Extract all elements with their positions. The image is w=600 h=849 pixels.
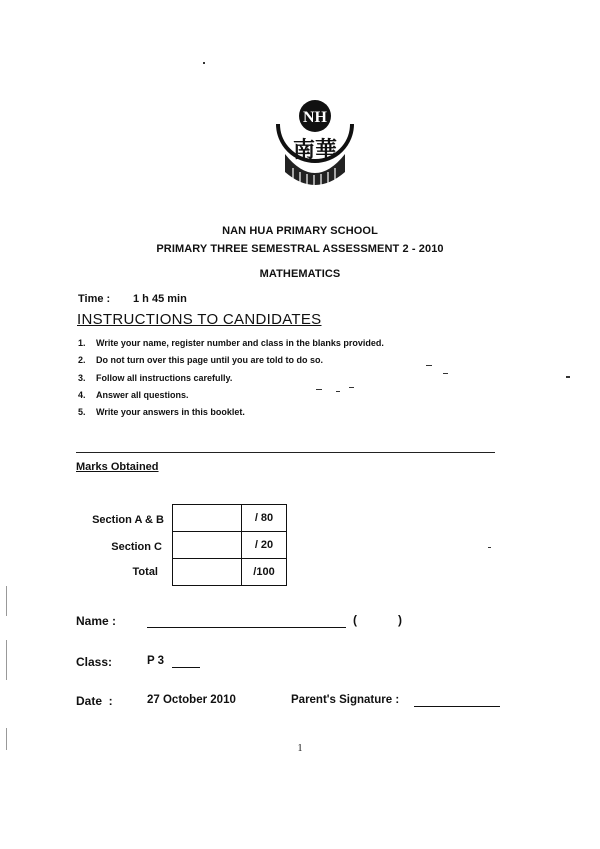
logo-chinese-text: 南華 <box>292 138 338 163</box>
time-value: 1 h 45 min <box>133 293 187 305</box>
scan-speck <box>6 586 7 616</box>
item-text: Write your name, register number and class in the blanks provided. <box>96 338 384 348</box>
list-item <box>78 352 538 369</box>
list-item <box>78 404 538 421</box>
register-paren-close: ) <box>398 613 402 627</box>
assessment-title: PRIMARY THREE SEMESTRAL ASSESSMENT 2 - 2010 <box>156 243 444 255</box>
item-number: 1. <box>78 338 86 348</box>
scan-speck <box>426 365 432 366</box>
scan-speck <box>443 373 448 374</box>
signature-label: Parent's Signature : <box>291 694 400 706</box>
school-logo <box>273 94 357 192</box>
scan-speck <box>6 728 7 750</box>
time-label: Time : <box>78 293 111 305</box>
item-text: Answer all questions. <box>96 389 189 400</box>
scan-speck <box>203 62 205 64</box>
item-number: 4. <box>78 389 86 400</box>
score-cell-c[interactable] <box>173 532 242 559</box>
table-row <box>173 532 287 559</box>
scan-speck <box>349 387 354 388</box>
register-number-field[interactable] <box>361 613 397 629</box>
total-label: Total <box>132 566 158 578</box>
list-item <box>78 387 538 404</box>
marks-table <box>172 504 287 586</box>
section-divider <box>76 452 495 453</box>
item-text: Follow all instructions carefully. <box>96 372 233 383</box>
list-item <box>78 370 538 387</box>
scan-speck <box>6 640 7 680</box>
date-label: Date : <box>76 694 113 708</box>
item-number: 2. <box>78 355 86 366</box>
class-field[interactable] <box>172 667 200 668</box>
page-number: 1 <box>297 743 303 754</box>
list-item <box>78 335 538 352</box>
class-label: Class: <box>76 655 113 669</box>
score-cell-total[interactable] <box>173 559 242 586</box>
instructions-title: INSTRUCTIONS TO CANDIDATES <box>77 311 322 328</box>
table-row <box>173 559 287 586</box>
score-cell-ab[interactable] <box>173 505 242 532</box>
max-cell-ab: / 80 <box>242 505 287 532</box>
name-label: Name : <box>76 614 117 628</box>
signature-field[interactable] <box>414 706 500 707</box>
logo-initials: NH <box>303 109 327 126</box>
table-row <box>173 505 287 532</box>
item-text: Do not turn over this page until you are told to do so. <box>96 355 323 366</box>
item-number: 5. <box>78 407 86 418</box>
register-paren-open: ( <box>353 613 357 627</box>
class-value: P 3 <box>147 655 165 667</box>
marks-obtained-title: Marks Obtained <box>76 461 159 473</box>
item-number: 3. <box>78 372 86 383</box>
scan-speck <box>336 391 340 392</box>
section-c-label: Section C <box>111 541 162 553</box>
subject-title: MATHEMATICS <box>259 268 341 280</box>
scan-speck <box>488 547 491 548</box>
school-name: NAN HUA PRIMARY SCHOOL <box>222 225 378 237</box>
name-field[interactable] <box>147 627 346 628</box>
instructions-list <box>78 335 538 421</box>
item-text: Write your answers in this booklet. <box>96 407 245 418</box>
scan-speck <box>316 389 322 390</box>
max-cell-c: / 20 <box>242 532 287 559</box>
max-cell-total: /100 <box>242 559 287 586</box>
school-crest-icon <box>273 94 357 192</box>
date-value: 27 October 2010 <box>147 694 236 706</box>
section-ab-label: Section A & B <box>92 514 164 526</box>
scan-speck <box>566 376 570 378</box>
